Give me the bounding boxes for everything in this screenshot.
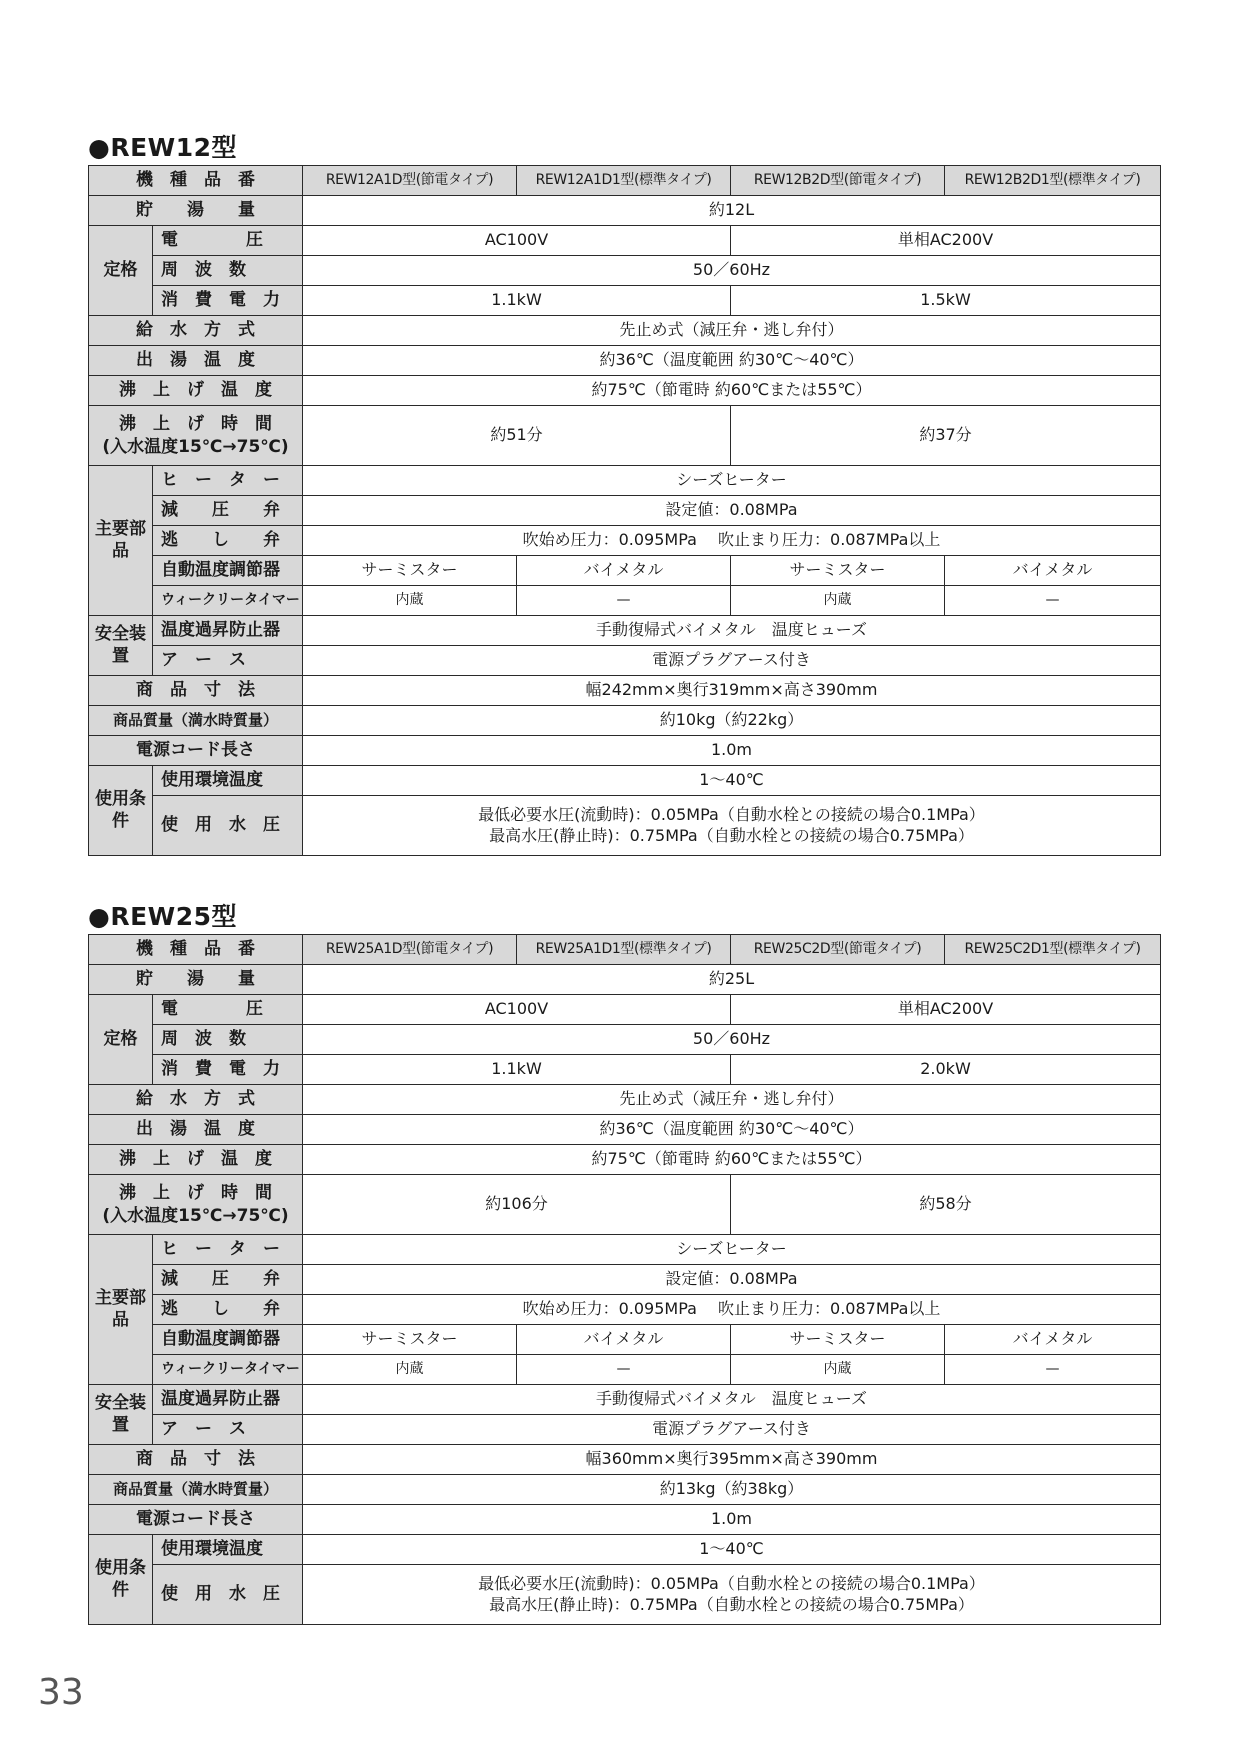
power-value: 1.5kW: [731, 286, 1161, 316]
capacity-row: [89, 196, 1161, 226]
model-cell: REW25C2D1型(標準タイプ): [945, 935, 1161, 965]
cord-label: 電源コード長さ: [89, 736, 303, 766]
weight-row: [89, 706, 1161, 736]
voltage-value: 単相AC200V: [731, 226, 1161, 256]
thermostat-value: サーミスター: [303, 556, 517, 586]
reducing-valve-value: 設定値：0.08MPa: [303, 496, 1161, 526]
frequency-value: 50／60Hz: [303, 256, 1161, 286]
earth-label: ア ー ス: [153, 646, 303, 676]
heater-value: シーズヒーター: [303, 466, 1161, 496]
thermostat-row: [89, 1325, 1161, 1355]
model-label: 機 種 品 番: [89, 935, 303, 965]
reducing-valve-label: 減 圧 弁: [153, 1265, 303, 1295]
boil-time-row: [89, 1175, 1161, 1235]
thermostat-value: バイメタル: [517, 556, 731, 586]
thermostat-value: バイメタル: [517, 1325, 731, 1355]
frequency-row: [89, 256, 1161, 286]
dimensions-label: 商 品 寸 法: [89, 1445, 303, 1475]
weekly-timer-value: 内蔵: [303, 586, 517, 616]
outlet-temp-row: [89, 1115, 1161, 1145]
thermostat-value: バイメタル: [945, 1325, 1161, 1355]
relief-valve-label: 逃 し 弁: [153, 526, 303, 556]
cord-value: 1.0m: [303, 736, 1161, 766]
capacity-label: 貯 湯 量: [89, 196, 303, 226]
cord-row: [89, 736, 1161, 766]
heater-row: [89, 1235, 1161, 1265]
water-pressure-label: 使 用 水 圧: [153, 1565, 303, 1625]
earth-row: [89, 646, 1161, 676]
power-value: 1.1kW: [303, 286, 731, 316]
outlet-temp-value: 約36℃（温度範囲 約30℃〜40℃）: [303, 346, 1161, 376]
thermostat-value: サーミスター: [731, 1325, 945, 1355]
dimensions-label: 商 品 寸 法: [89, 676, 303, 706]
relief-valve-value: 吹始め圧力：0.095MPa 吹止まり圧力：0.087MPa以上: [303, 526, 1161, 556]
boil-time-label-main: 沸 上 げ 時 間: [119, 1183, 272, 1204]
outlet-temp-label: 出 湯 温 度: [89, 346, 303, 376]
overheat-row: [89, 616, 1161, 646]
reducing-valve-row: [89, 496, 1161, 526]
voltage-value: AC100V: [303, 226, 731, 256]
boil-time-label-note: (入水温度15℃→75℃): [102, 436, 289, 457]
boil-time-row: [89, 406, 1161, 466]
model-cell: REW25A1D型(節電タイプ): [303, 935, 517, 965]
earth-value: 電源プラグアース付き: [303, 1415, 1161, 1445]
earth-row: [89, 1415, 1161, 1445]
power-label: 消 費 電 力: [153, 286, 303, 316]
thermostat-value: サーミスター: [731, 556, 945, 586]
weekly-timer-label: ウィークリータイマー: [153, 586, 303, 616]
outlet-temp-label: 出 湯 温 度: [89, 1115, 303, 1145]
boil-temp-row: [89, 376, 1161, 406]
weight-label: 商品質量（満水時質量）: [89, 706, 303, 736]
frequency-row: [89, 1025, 1161, 1055]
water-pressure-label: 使 用 水 圧: [153, 796, 303, 856]
weekly-timer-value: —: [945, 586, 1161, 616]
voltage-row: [89, 995, 1161, 1025]
env-temp-label: 使用環境温度: [153, 1535, 303, 1565]
power-label: 消 費 電 力: [153, 1055, 303, 1085]
env-temp-row: [89, 766, 1161, 796]
env-temp-value: 1〜40℃: [303, 1535, 1161, 1565]
weight-label: 商品質量（満水時質量）: [89, 1475, 303, 1505]
parts-group-label: 主要部品: [89, 1235, 153, 1385]
frequency-label: 周 波 数: [153, 256, 303, 286]
weekly-timer-value: —: [517, 586, 731, 616]
voltage-value: AC100V: [303, 995, 731, 1025]
weekly-timer-label: ウィークリータイマー: [153, 1355, 303, 1385]
overheat-value: 手動復帰式バイメタル 温度ヒューズ: [303, 1385, 1161, 1415]
boil-time-value: 約106分: [303, 1175, 731, 1235]
supply-value: 先止め式（減圧弁・逃し弁付）: [303, 1085, 1161, 1115]
boil-time-label: [89, 406, 303, 466]
water-pressure-row: [89, 1565, 1161, 1625]
dimensions-row: [89, 1445, 1161, 1475]
parts-group-label: 主要部品: [89, 466, 153, 616]
dimensions-value: 幅360mm×奥行395mm×高さ390mm: [303, 1445, 1161, 1475]
supply-value: 先止め式（減圧弁・逃し弁付）: [303, 316, 1161, 346]
safety-group-label: 安全装置: [89, 616, 153, 676]
model-label: 機 種 品 番: [89, 166, 303, 196]
voltage-label: 電 圧: [153, 995, 303, 1025]
overheat-label: 温度過昇防止器: [153, 616, 303, 646]
supply-row: [89, 316, 1161, 346]
reducing-valve-value: 設定値：0.08MPa: [303, 1265, 1161, 1295]
weight-value: 約13kg（約38kg）: [303, 1475, 1161, 1505]
power-value: 1.1kW: [303, 1055, 731, 1085]
cord-value: 1.0m: [303, 1505, 1161, 1535]
cord-row: [89, 1505, 1161, 1535]
spec-table-rew25: [88, 934, 1161, 1625]
boil-time-label-note: (入水温度15℃→75℃): [102, 1205, 289, 1226]
safety-group-label: 安全装置: [89, 1385, 153, 1445]
thermostat-row: [89, 556, 1161, 586]
model-cell: REW25C2D型(節電タイプ): [731, 935, 945, 965]
overheat-value: 手動復帰式バイメタル 温度ヒューズ: [303, 616, 1161, 646]
supply-label: 給 水 方 式: [89, 316, 303, 346]
weekly-timer-value: 内蔵: [731, 586, 945, 616]
earth-label: ア ー ス: [153, 1415, 303, 1445]
weekly-timer-row: [89, 1355, 1161, 1385]
cord-label: 電源コード長さ: [89, 1505, 303, 1535]
power-row: [89, 1055, 1161, 1085]
env-temp-value: 1〜40℃: [303, 766, 1161, 796]
boil-temp-label: 沸 上 げ 温 度: [89, 1145, 303, 1175]
weekly-timer-value: —: [945, 1355, 1161, 1385]
page-number: 33: [38, 1672, 84, 1713]
capacity-value: 約12L: [303, 196, 1161, 226]
capacity-label: 貯 湯 量: [89, 965, 303, 995]
boil-time-label: [89, 1175, 303, 1235]
water-pressure-min: 最低必要水圧(流動時)：0.05MPa（自動水栓との接続の場合0.1MPa）: [478, 804, 985, 824]
water-pressure-min: 最低必要水圧(流動時)：0.05MPa（自動水栓との接続の場合0.1MPa）: [478, 1573, 985, 1593]
relief-valve-value: 吹始め圧力：0.095MPa 吹止まり圧力：0.087MPa以上: [303, 1295, 1161, 1325]
dimensions-row: [89, 676, 1161, 706]
frequency-value: 50／60Hz: [303, 1025, 1161, 1055]
model-cell: REW12A1D1型(標準タイプ): [517, 166, 731, 196]
model-cell: REW25A1D1型(標準タイプ): [517, 935, 731, 965]
boil-temp-value: 約75℃（節電時 約60℃または55℃）: [303, 1145, 1161, 1175]
overheat-label: 温度過昇防止器: [153, 1385, 303, 1415]
frequency-label: 周 波 数: [153, 1025, 303, 1055]
power-value: 2.0kW: [731, 1055, 1161, 1085]
relief-valve-row: [89, 526, 1161, 556]
supply-label: 給 水 方 式: [89, 1085, 303, 1115]
outlet-temp-value: 約36℃（温度範囲 約30℃〜40℃）: [303, 1115, 1161, 1145]
env-temp-label: 使用環境温度: [153, 766, 303, 796]
reducing-valve-row: [89, 1265, 1161, 1295]
overheat-row: [89, 1385, 1161, 1415]
weight-row: [89, 1475, 1161, 1505]
weekly-timer-value: 内蔵: [303, 1355, 517, 1385]
voltage-label: 電 圧: [153, 226, 303, 256]
earth-value: 電源プラグアース付き: [303, 646, 1161, 676]
boil-time-value: 約51分: [303, 406, 731, 466]
capacity-value: 約25L: [303, 965, 1161, 995]
usage-group-label: 使用条件: [89, 1535, 153, 1625]
env-temp-row: [89, 1535, 1161, 1565]
boil-time-value: 約37分: [731, 406, 1161, 466]
rating-group-label: 定格: [89, 226, 153, 316]
boil-temp-label: 沸 上 げ 温 度: [89, 376, 303, 406]
voltage-row: [89, 226, 1161, 256]
section-title-rew12: ●REW12型: [88, 133, 238, 162]
section-title-rew25: ●REW25型: [88, 902, 238, 931]
water-pressure-max: 最高水圧(静止時)：0.75MPa（自動水栓との接続の場合0.75MPa）: [489, 825, 974, 845]
heater-label: ヒ ー タ ー: [153, 1235, 303, 1265]
model-cell: REW12B2D1型(標準タイプ): [945, 166, 1161, 196]
model-cell: REW12B2D型(節電タイプ): [731, 166, 945, 196]
model-row: [89, 935, 1161, 965]
weight-value: 約10kg（約22kg）: [303, 706, 1161, 736]
thermostat-value: サーミスター: [303, 1325, 517, 1355]
spec-table-rew12: [88, 165, 1161, 856]
outlet-temp-row: [89, 346, 1161, 376]
boil-time-value: 約58分: [731, 1175, 1161, 1235]
reducing-valve-label: 減 圧 弁: [153, 496, 303, 526]
heater-label: ヒ ー タ ー: [153, 466, 303, 496]
thermostat-value: バイメタル: [945, 556, 1161, 586]
heater-row: [89, 466, 1161, 496]
usage-group-label: 使用条件: [89, 766, 153, 856]
model-cell: REW12A1D型(節電タイプ): [303, 166, 517, 196]
water-pressure-max: 最高水圧(静止時)：0.75MPa（自動水栓との接続の場合0.75MPa）: [489, 1594, 974, 1614]
water-pressure-value: [303, 796, 1161, 856]
relief-valve-label: 逃 し 弁: [153, 1295, 303, 1325]
voltage-value: 単相AC200V: [731, 995, 1161, 1025]
model-row: [89, 166, 1161, 196]
weekly-timer-value: —: [517, 1355, 731, 1385]
boil-time-label-main: 沸 上 げ 時 間: [119, 414, 272, 435]
relief-valve-row: [89, 1295, 1161, 1325]
water-pressure-value: [303, 1565, 1161, 1625]
boil-temp-row: [89, 1145, 1161, 1175]
capacity-row: [89, 965, 1161, 995]
supply-row: [89, 1085, 1161, 1115]
thermostat-label: 自動温度調節器: [153, 1325, 303, 1355]
weekly-timer-row: [89, 586, 1161, 616]
water-pressure-row: [89, 796, 1161, 856]
rating-group-label: 定格: [89, 995, 153, 1085]
weekly-timer-value: 内蔵: [731, 1355, 945, 1385]
thermostat-label: 自動温度調節器: [153, 556, 303, 586]
boil-temp-value: 約75℃（節電時 約60℃または55℃）: [303, 376, 1161, 406]
power-row: [89, 286, 1161, 316]
dimensions-value: 幅242mm×奥行319mm×高さ390mm: [303, 676, 1161, 706]
heater-value: シーズヒーター: [303, 1235, 1161, 1265]
